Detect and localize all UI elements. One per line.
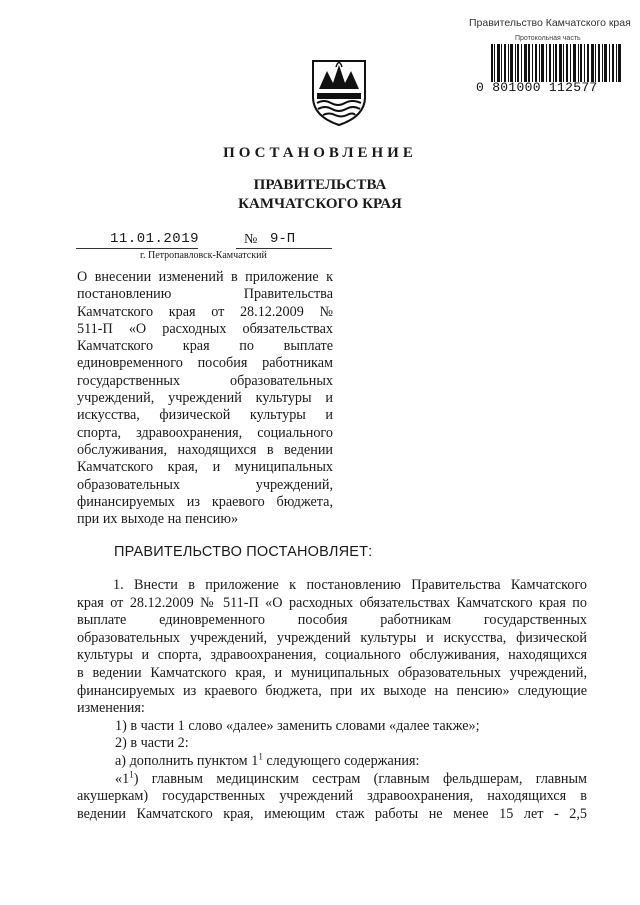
subject-line: единовременного пособия работникам — [77, 355, 333, 372]
list-item-text: следующего содержания: — [262, 752, 420, 769]
list-item-text: а) дополнить пунктом 1 — [115, 752, 259, 769]
subject-line: Камчатского края от 28.12.2009 № — [77, 303, 333, 320]
body-line: культуры и спорта, здравоохранения, социального обслуживания, находящихся — [77, 647, 587, 664]
quote-line: ведении Камчатского края, имеющим стаж работы не менее 15 лет - 2,5 — [77, 805, 587, 822]
barcode-number: 0 801000 112577 — [476, 80, 598, 95]
document-city: г. Петропавловск-Камчатский — [140, 250, 267, 261]
number-sign: № — [244, 232, 258, 247]
quote-line: акушеркам) государственных учреждений здравоохранения, находящихся в — [77, 788, 587, 805]
subject-line: при их выходе на пенсию» — [77, 511, 239, 528]
document-type: ПОСТАНОВЛЕНИЕ — [223, 145, 417, 161]
stamp-section: Протокольная часть — [515, 35, 581, 42]
stamp-institution: Правительство Камчатского края — [469, 17, 631, 29]
subject-line: 511-П «О расходных обязательствах — [77, 320, 333, 337]
issuer — [0, 176, 640, 214]
list-item: 2) в части 2: — [115, 735, 189, 752]
list-item — [77, 753, 587, 771]
subject-line: искусства, физической культуры и — [77, 407, 333, 424]
body-line: изменения: — [77, 700, 145, 717]
coat-of-arms-emblem — [309, 57, 369, 127]
subject-line: спорта, здравоохранения, социального — [77, 424, 333, 441]
document-number: 9-П — [270, 231, 296, 247]
subject-line: Камчатского края, и муниципальных — [77, 459, 333, 476]
subject-line: О внесении изменений в приложение к — [77, 269, 333, 285]
subject-line: обслуживания, находящихся в ведении — [77, 441, 333, 458]
document-date: 11.01.2019 — [110, 231, 200, 247]
resolution-heading: ПРАВИТЕЛЬСТВО ПОСТАНОВЛЯЕТ: — [114, 544, 373, 560]
issuer-line-2: КАМЧАТСКОГО КРАЯ — [238, 196, 402, 212]
issuer-line-1: ПРАВИТЕЛЬСТВА — [253, 177, 387, 193]
quote-line — [77, 768, 587, 789]
subject-line: образовательных учреждений, — [77, 476, 333, 493]
document-body — [77, 577, 587, 823]
body-line: края от 28.12.2009 № 511-П «О расходных обязательствах Камчатского края по — [77, 594, 587, 611]
barcode — [491, 44, 621, 82]
body-line: выплате единовременного пособия работникам государственных — [77, 612, 587, 629]
superscript: 1 — [258, 751, 263, 762]
subject-line: учреждений, учреждений культуры и — [77, 390, 333, 407]
body-line: образовательных учреждений, учреждений культуры и искусства, физической — [77, 629, 587, 646]
body-line: 1. Внести в приложение к постановлению Правительства Камчатского — [113, 577, 587, 593]
superscript: 1 — [129, 768, 134, 779]
document-subject — [77, 269, 333, 528]
subject-line: финансируемых из краевого бюджета, — [77, 493, 333, 510]
date-underline — [76, 248, 198, 249]
list-item: 1) в части 1 слово «далее» заменить словами «далее также»; — [115, 717, 480, 734]
subject-line: государственных образовательных — [77, 372, 333, 389]
quote-text: «1 — [115, 770, 130, 787]
quote-text: ) главным медицинским сестрам (главным фельдшерам, главным — [133, 770, 587, 787]
subject-line: Камчатского края по выплате — [77, 338, 333, 355]
subject-line: постановлению Правительства — [77, 286, 333, 303]
number-underline — [236, 248, 332, 249]
body-line: в ведении Камчатского края, и муниципальных образовательных учреждений, — [77, 664, 587, 681]
body-line: финансируемых из краевого бюджета, при их выходе на пенсию» следующие — [77, 682, 587, 699]
